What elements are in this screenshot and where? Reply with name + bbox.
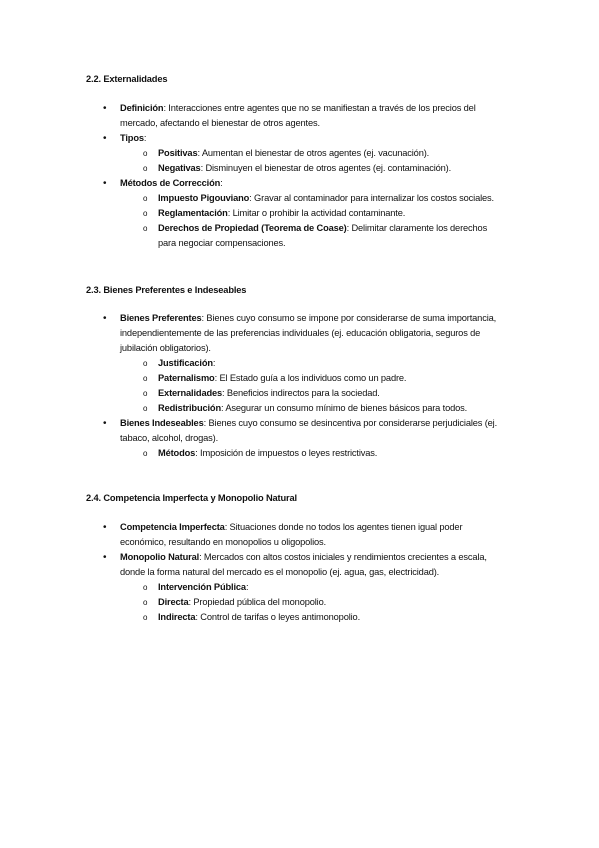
item-term: Competencia Imperfecta — [120, 522, 225, 532]
sub-list-item — [158, 146, 502, 161]
bullet-list — [120, 101, 502, 251]
item-term: Justificación — [158, 358, 213, 368]
item-term: Definición — [120, 103, 164, 113]
sub-list-item — [158, 580, 502, 595]
item-text: : Bienes cuyo consumo se desincentiva por considerarse perjudiciales (ej. tabaco, alcohol, drogas). — [120, 418, 498, 443]
bullet-list — [120, 311, 502, 461]
sub-list — [120, 580, 502, 625]
item-term: Bienes Preferentes — [120, 313, 202, 323]
item-term: Negativas — [158, 163, 201, 173]
item-text: : Asegurar un consumo mínimo de bienes básicos para todos. — [220, 403, 468, 413]
item-term: Métodos de Corrección — [120, 178, 221, 188]
item-term: Directa — [158, 597, 189, 607]
item-term: Bienes Indeseables — [120, 418, 204, 428]
sub-list-item — [158, 356, 502, 371]
item-term: Paternalismo — [158, 373, 215, 383]
item-text: : Beneficios indirectos para la sociedad. — [222, 388, 380, 398]
item-text: : Situaciones donde no todos los agentes tienen igual poder económico, resultando en monopolios u oligopolios. — [120, 522, 463, 547]
item-term: Tipos — [120, 133, 144, 143]
item-text: : Bienes cuyo consumo se impone por considerarse de suma importancia, independientemente de las preferencias individuales (ej. educación obligatoria, seguros de jubilación obligatorios). — [120, 313, 497, 353]
item-term: Positivas — [158, 148, 198, 158]
item-text: : — [143, 133, 147, 143]
section-heading: 2.2. Externalidades — [86, 74, 168, 84]
sub-list-item — [158, 206, 502, 221]
item-text: : Disminuyen el bienestar de otros agentes (ej. contaminación). — [200, 163, 452, 173]
list-item — [120, 101, 502, 131]
sub-list-item — [158, 161, 502, 176]
sub-list — [120, 146, 502, 176]
item-text: : Aumentan el bienestar de otros agentes (ej. vacunación). — [197, 148, 430, 158]
item-term: Derechos de Propiedad (Teorema de Coase) — [158, 223, 347, 233]
item-text: : Propiedad pública del monopolio. — [188, 597, 327, 607]
sub-list-item — [158, 401, 502, 416]
item-text: : El Estado guía a los individuos como un padre. — [214, 373, 407, 383]
sub-list-item — [158, 595, 502, 610]
list-item — [120, 550, 502, 625]
item-term: Externalidades — [158, 388, 223, 398]
list-item — [120, 520, 502, 550]
sub-list-item — [158, 191, 502, 206]
item-text: : Delimitar claramente los derechos para negociar compensaciones. — [158, 223, 488, 248]
list-item — [120, 416, 502, 461]
item-term: Reglamentación — [158, 208, 228, 218]
item-text: : Limitar o prohibir la actividad contaminante. — [227, 208, 406, 218]
sub-list-item — [158, 610, 502, 625]
item-term: Impuesto Pigouviano — [158, 193, 250, 203]
sub-list-item — [158, 371, 502, 386]
item-term: Métodos — [158, 448, 196, 458]
bullet-list — [120, 520, 502, 625]
section-heading: 2.4. Competencia Imperfecta y Monopolio Natural — [86, 493, 297, 503]
item-term: Intervención Pública — [158, 582, 246, 592]
item-text: : — [245, 582, 249, 592]
item-text: : Mercados con altos costos iniciales y rendimientos crecientes a escala, donde la forma natural del mercado es el monopolio (ej. agua, gas, electricidad). — [120, 552, 487, 577]
sub-list-item — [158, 386, 502, 401]
item-text: : — [212, 358, 216, 368]
item-term: Indirecta — [158, 612, 196, 622]
item-text: : Imposición de impuestos o leyes restrictivas. — [195, 448, 378, 458]
sub-list-item — [158, 446, 502, 461]
list-item — [120, 176, 502, 251]
item-text: : Control de tarifas o leyes antimonopolio. — [195, 612, 361, 622]
sub-list — [120, 356, 502, 416]
sub-list — [120, 446, 502, 461]
sub-list — [120, 191, 502, 251]
list-item — [120, 131, 502, 176]
item-term: Redistribución — [158, 403, 221, 413]
item-term: Monopolio Natural — [120, 552, 200, 562]
sub-list-item — [158, 221, 502, 251]
list-item — [120, 311, 502, 416]
item-text: : — [220, 178, 223, 188]
item-text: : Gravar al contaminador para internalizar los costos sociales. — [249, 193, 494, 203]
section-heading: 2.3. Bienes Preferentes e Indeseables — [86, 285, 247, 295]
item-text: : Interacciones entre agentes que no se manifiestan a través de los precios del mercado, afectando el bienestar de otros agentes. — [120, 103, 476, 128]
